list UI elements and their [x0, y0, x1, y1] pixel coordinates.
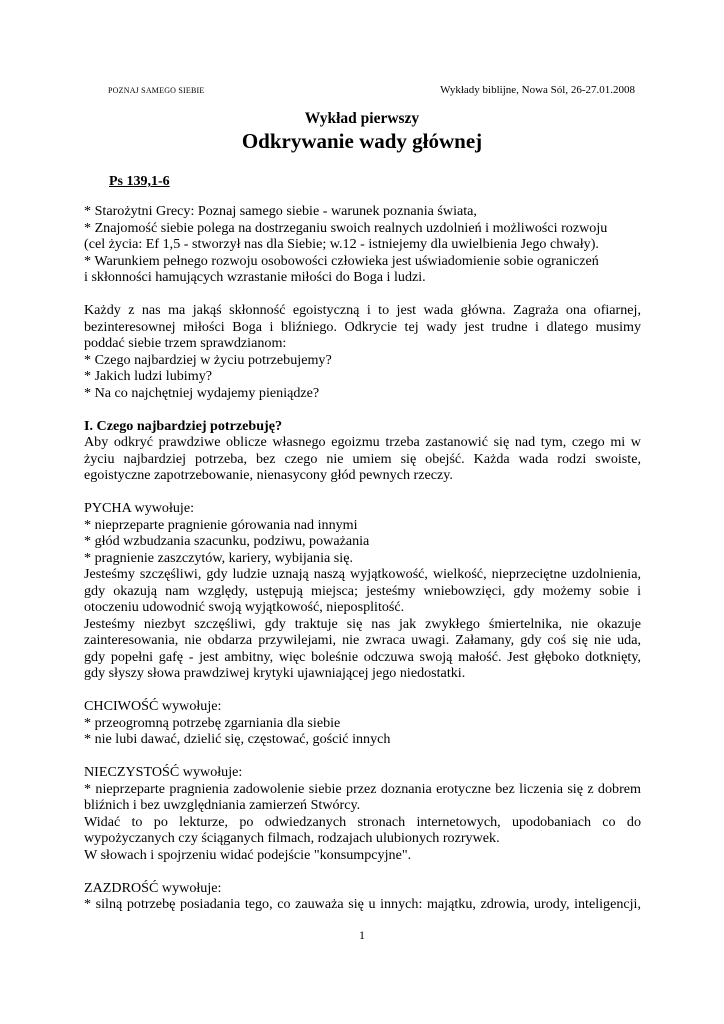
page-title: Odkrywanie wady głównej	[241, 129, 483, 153]
text-line: * Warunkiem pełnego rozwoju osobowości człowieka jest uświadomienie sobie ograniczeń	[84, 252, 599, 269]
intro-paragraph	[84, 203, 641, 286]
document-body	[84, 203, 641, 913]
running-header-right: Wykłady biblijne, Nowa Sól, 26-27.01.2008	[440, 84, 635, 96]
list-item: * nieprzeparte pragnienia zadowolenie siebie przez doznania erotyczne bez liczenia się z dobrem	[84, 780, 641, 797]
impurity-section	[84, 764, 641, 863]
text-line: gdy popełni gafę - jest ambitny, więc boleśnie odczuwa swoją małość. Jest głęboko dotknięty,	[84, 648, 641, 665]
list-item: * silną potrzebę posiadania tego, co zauważa się u innych: majątku, zdrowia, urody, inteligencji,	[84, 896, 641, 912]
subsection-heading: PYCHA wywołuje:	[84, 500, 195, 516]
running-header-left: POZNAJ SAMEGO SIEBIE	[108, 86, 205, 95]
list-item: * Jakich ludzi lubimy?	[84, 368, 212, 384]
text-line: Aby odkryć prawdziwe oblicze własnego egoizmu trzeba zastanowić się nad tym, czego mi w	[84, 434, 641, 450]
text-line: gdy okazują nam względy, ustępują miejsca; jesteśmy wniebowzięci, gdy możemy sobie i	[84, 582, 641, 599]
envy-section	[84, 880, 641, 913]
list-item: * Czego najbardziej w życiu potrzebujemy?	[84, 351, 332, 368]
list-item: * głód wzbudzania szacunku, podziwu, poważania	[84, 533, 370, 549]
text-line: (cel życia: Ef 1,5 - stworzył nas dla Siebie; w.12 - istniejemy dla uwielbienia Jego chwały).	[84, 236, 599, 252]
text-line: gdy słyszy słowa prawdziwej krytyki ujawniającej jego niedostatki.	[84, 665, 466, 681]
list-item: * przeogromną potrzebę zgarniania dla siebie	[84, 714, 341, 731]
text-line: * Znajomość siebie polega na dostrzeganiu swoich realnych uzdolnień i możliwości rozwoju	[84, 219, 608, 236]
text-line: życiu najbardziej potrzeba, bez czego nie umiem się obejść. Każda wada rodzi swoiste,	[84, 450, 641, 467]
list-item: * Na co najchętniej wydajemy pieniądze?	[84, 384, 320, 401]
scripture-reference: Ps 139,1-6	[109, 174, 170, 189]
text-line: poddać siebie trzem sprawdzianom:	[84, 335, 287, 351]
text-line: otoczeniu udowodnić swoją wyjątkowość, nieposplitość.	[84, 599, 405, 615]
text-line: wypożyczanych czy ściąganych filmach, rodzajach ulubionych rozrywek.	[84, 830, 500, 846]
subsection-heading: ZAZDROŚĆ wywołuje:	[84, 879, 222, 896]
section-1	[84, 418, 641, 484]
greed-section	[84, 698, 641, 748]
subsection-heading: NIECZYSTOŚĆ wywołuje:	[84, 764, 243, 780]
text-line: zainteresowania, nie obdarza przywilejami, nie zwraca uwagi. Załamany, gdy coś się nie uda,	[84, 632, 641, 648]
subsection-heading: CHCIWOŚĆ wywołuje:	[84, 698, 222, 714]
lecture-subtitle: Wykład pierwszy	[304, 110, 420, 127]
list-item: * nie lubi dawać, dzielić się, częstować, gościć innych	[84, 731, 391, 747]
text-line: Jesteśmy niezbyt szczęśliwi, gdy traktuje się nas jak zwykłego śmiertelnika, nie okazuje	[84, 615, 641, 632]
text-line: bezinteresownej miłości Boga i bliźniego. Odkrycie tej wady jest trudne i dlatego musimy	[84, 318, 641, 335]
text-line: Widać to po lekturze, po odwiedzanych stronach internetowych, upodobaniach co do	[84, 813, 641, 830]
text-line: Jesteśmy szczęśliwi, gdy ludzie uznają naszą wyjątkowość, wielkość, nieprzeciętne uzdolnienia,	[84, 566, 641, 582]
text-line: i skłonności hamujących wzrastanie miłości do Boga i ludzi.	[84, 269, 426, 285]
pride-section	[84, 500, 641, 682]
text-line: * Starożytni Grecy: Poznaj samego siebie - warunek poznania świata,	[84, 203, 477, 219]
text-line: egoistyczne zapotrzebowanie, nienasycony głód pewnych rzeczy.	[84, 467, 453, 483]
text-line: Każdy z nas ma jakąś skłonność egoistyczną i to jest wada główna. Zagraża ona ofiarnej,	[84, 302, 641, 318]
section-heading: I. Czego najbardziej potrzebuję?	[84, 417, 283, 434]
main-flaw-paragraph	[84, 302, 641, 401]
list-item: * nieprzeparte pragnienie górowania nad innymi	[84, 516, 358, 533]
text-line: bliźnich i bez uwzględniania zamierzeń Stwórcy.	[84, 797, 361, 813]
page-number: 1	[359, 928, 365, 942]
text-line: W słowach i spojrzeniu widać podejście "konsumpcyjne".	[84, 846, 412, 863]
list-item: * pragnienie zaszczytów, kariery, wybijania się.	[84, 549, 353, 566]
